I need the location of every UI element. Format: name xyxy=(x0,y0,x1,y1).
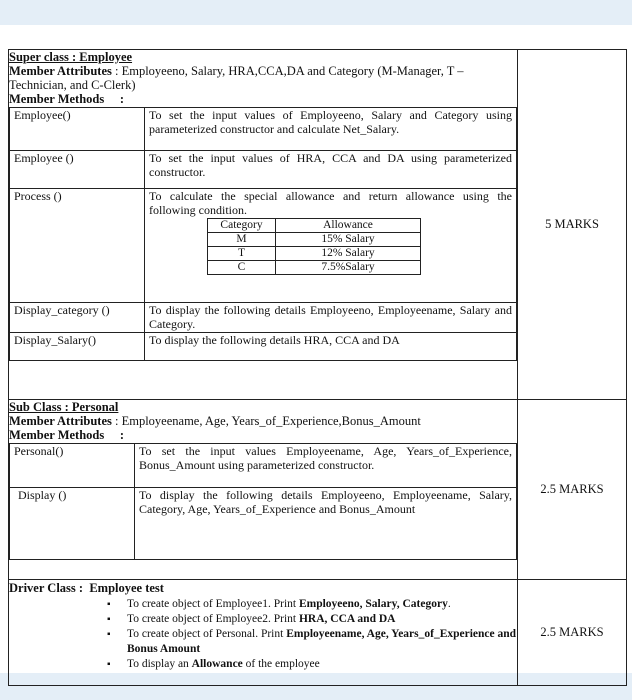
super-class-attributes xyxy=(9,64,517,92)
method-row xyxy=(10,108,517,151)
allowance-row xyxy=(208,247,421,261)
method-name: Display () xyxy=(10,488,135,560)
marks-cell: 5 MARKS xyxy=(518,50,627,400)
allowance-row xyxy=(208,261,421,275)
method-name: Display_Salary() xyxy=(10,333,145,361)
method-name: Personal() xyxy=(10,444,135,488)
marks-cell: 2.5 MARKS xyxy=(518,580,627,686)
method-desc: To set the input values of HRA, CCA and DA using parameterized constructor. xyxy=(145,151,517,189)
method-name: Process () xyxy=(10,189,145,303)
method-row xyxy=(10,303,517,333)
super-class-row xyxy=(9,50,627,400)
method-desc: To set the input values of Employeeno, Salary and Category using parameterized constructor and calculate Net_Salary. xyxy=(145,108,517,151)
driver-label: Driver Class : xyxy=(9,581,84,595)
method-desc: To display the following details HRA, CCA and DA xyxy=(145,333,517,361)
method-row xyxy=(10,333,517,361)
driver-class-cell xyxy=(9,580,518,686)
driver-class-row xyxy=(9,580,627,686)
methods-heading: Member Methods : xyxy=(9,428,125,442)
allowance-category: C xyxy=(208,261,276,275)
driver-list xyxy=(9,597,517,672)
super-class-heading: Super class : Employee xyxy=(9,50,133,64)
document-page xyxy=(0,25,632,673)
attributes-label: Member Attributes xyxy=(9,414,112,428)
method-desc-cell xyxy=(145,189,517,303)
allowance-row xyxy=(208,233,421,247)
methods-heading: Member Methods : xyxy=(9,92,125,106)
allowance-value: 15% Salary xyxy=(276,233,421,247)
method-row xyxy=(10,151,517,189)
super-class-cell xyxy=(9,50,518,400)
method-row xyxy=(10,189,517,303)
method-row xyxy=(10,488,517,560)
allowance-value: 7.5%Salary xyxy=(276,261,421,275)
list-item: ▪ To create object of Employee2. Print HRA, CCA and DA xyxy=(127,612,517,627)
sub-class-heading: Sub Class : Personal xyxy=(9,400,119,414)
method-name: Employee () xyxy=(10,151,145,189)
method-desc: To set the input values Employeename, Age, Years_of_Experience, Bonus_Amount using parameterized constructor. xyxy=(135,444,517,488)
marks-cell: 2.5 MARKS xyxy=(518,400,627,580)
method-name: Employee() xyxy=(10,108,145,151)
allowance-header-row xyxy=(208,219,421,233)
personal-methods-table xyxy=(9,443,517,560)
driver-name: Employee test xyxy=(89,581,164,595)
allowance-table xyxy=(207,218,421,275)
allowance-value: 12% Salary xyxy=(276,247,421,261)
attributes-label: Member Attributes xyxy=(9,64,112,78)
driver-heading xyxy=(9,581,517,595)
method-desc: To display the following details Employeeno, Employeename, Salary and Category. xyxy=(145,303,517,333)
list-item: ▪ To display an Allowance of the employee xyxy=(127,657,517,672)
method-desc: To display the following details Employeeno, Employeename, Salary, Category, Age, Years_of_Experience and Bonus_Amount xyxy=(135,488,517,560)
sub-class-cell xyxy=(9,400,518,580)
attributes-text: : Employeename, Age, Years_of_Experience,Bonus_Amount xyxy=(115,414,421,428)
employee-methods-table xyxy=(9,107,517,361)
assignment-table xyxy=(8,49,627,686)
sub-class-attributes xyxy=(9,414,517,428)
attributes-text: : Employeeno, Salary, HRA,CCA,DA and Category (M-Manager, T – Technician, and C-Clerk) xyxy=(9,64,464,92)
method-name: Display_category () xyxy=(10,303,145,333)
allowance-category: M xyxy=(208,233,276,247)
list-item: ▪ To create object of Employee1. Print Employeeno, Salary, Category. xyxy=(127,597,517,612)
allowance-header: Allowance xyxy=(276,219,421,233)
allowance-category: T xyxy=(208,247,276,261)
sub-class-row xyxy=(9,400,627,580)
method-desc: To calculate the special allowance and return allowance using the following condition. xyxy=(149,189,512,217)
list-item: ▪ To create object of Personal. Print Employeename, Age, Years_of_Experience and Bonus Amount xyxy=(127,627,517,657)
allowance-header: Category xyxy=(208,219,276,233)
method-row xyxy=(10,444,517,488)
